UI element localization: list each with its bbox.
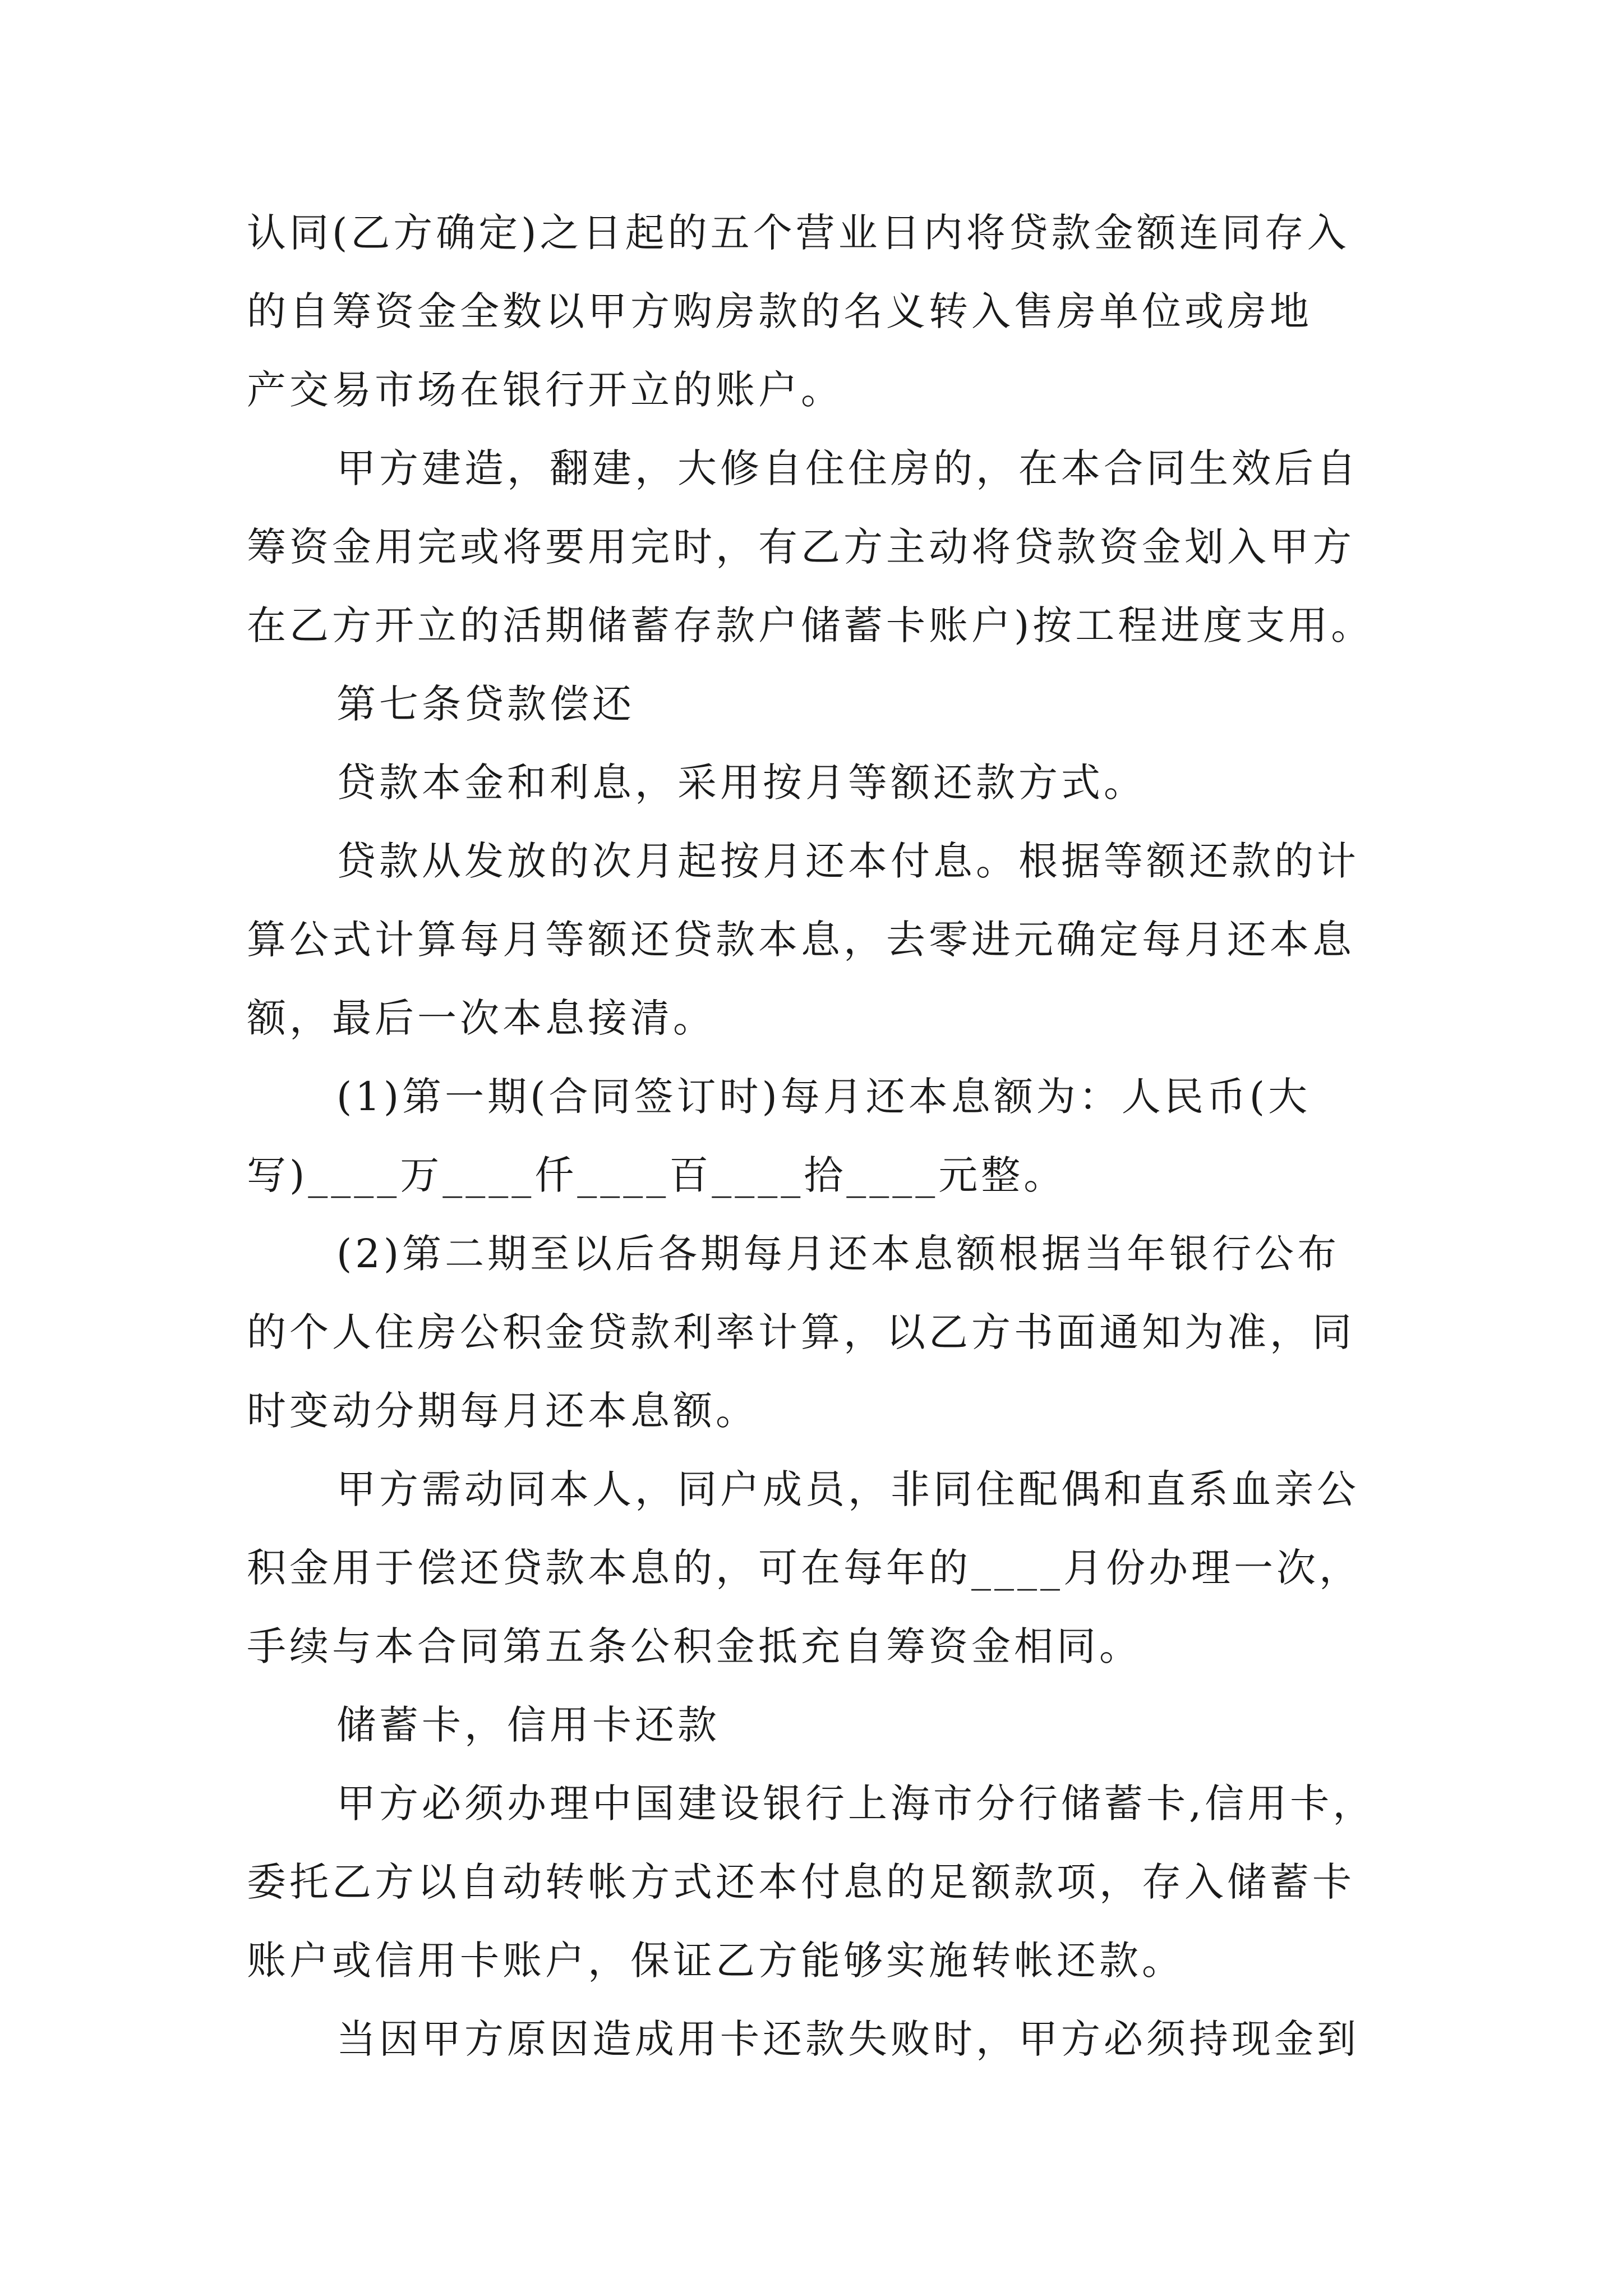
paragraph-start-line: 甲方必须办理中国建设银行上海市分行储蓄卡,信用卡，: [336, 1780, 1376, 1826]
text-line: 在乙方开立的活期储蓄存款户储蓄卡账户)按工程进度支用。: [247, 602, 1374, 648]
text-line: 时变动分期每月还本息额。: [247, 1388, 758, 1434]
text-line: 额，最后一次本息接清。: [247, 995, 716, 1041]
paragraph-start-line: 当因甲方原因造成用卡还款失败时，甲方必须持现金到: [336, 2016, 1359, 2062]
text-line: 积金用于偿还贷款本息的，可在每年的____月份办理一次，: [247, 1545, 1362, 1591]
text-line: 委托乙方以自动转帐方式还本付息的足额款项，存入储蓄卡: [247, 1859, 1355, 1905]
section-heading: 储蓄卡，信用卡还款: [336, 1702, 720, 1748]
paragraph-start-line: 贷款本金和利息，采用按月等额还款方式。: [336, 760, 1146, 806]
text-line: 手续与本合同第五条公积金抵充自筹资金相同。: [247, 1623, 1142, 1669]
text-line: 的自筹资金全数以甲方购房款的名义转入售房单位或房地: [247, 288, 1312, 334]
paragraph-start-line: 甲方需动同本人，同户成员，非同住配偶和直系血亲公: [336, 1466, 1359, 1512]
text-line: 认同(乙方确定)之日起的五个营业日内将贷款金额连同存入: [247, 210, 1350, 256]
paragraph-start-line: 甲方建造，翻建，大修自住住房的，在本合同生效后自: [336, 445, 1359, 491]
text-line: 产交易市场在银行开立的账户。: [247, 367, 843, 413]
paragraph-start-line: 贷款从发放的次月起按月还本付息。根据等额还款的计: [336, 838, 1359, 884]
text-line: 写)____万____仟____百____拾____元整。: [247, 1152, 1067, 1198]
section-heading: 第七条贷款偿还: [336, 681, 635, 727]
text-line: 账户或信用卡账户，保证乙方能够实施转帐还款。: [247, 1938, 1184, 1984]
paragraph-start-line: (2)第二期至以后各期每月还本息额根据当年银行公布: [336, 1231, 1340, 1277]
text-line: 算公式计算每月等额还贷款本息，去零进元确定每月还本息: [247, 917, 1355, 963]
text-line: 筹资金用完或将要用完时，有乙方主动将贷款资金划入甲方: [247, 524, 1355, 570]
text-line: 的个人住房公积金贷款利率计算，以乙方书面通知为准，同: [247, 1309, 1355, 1355]
paragraph-start-line: (1)第一期(合同签订时)每月还本息额为：人民币(大: [336, 1074, 1311, 1120]
